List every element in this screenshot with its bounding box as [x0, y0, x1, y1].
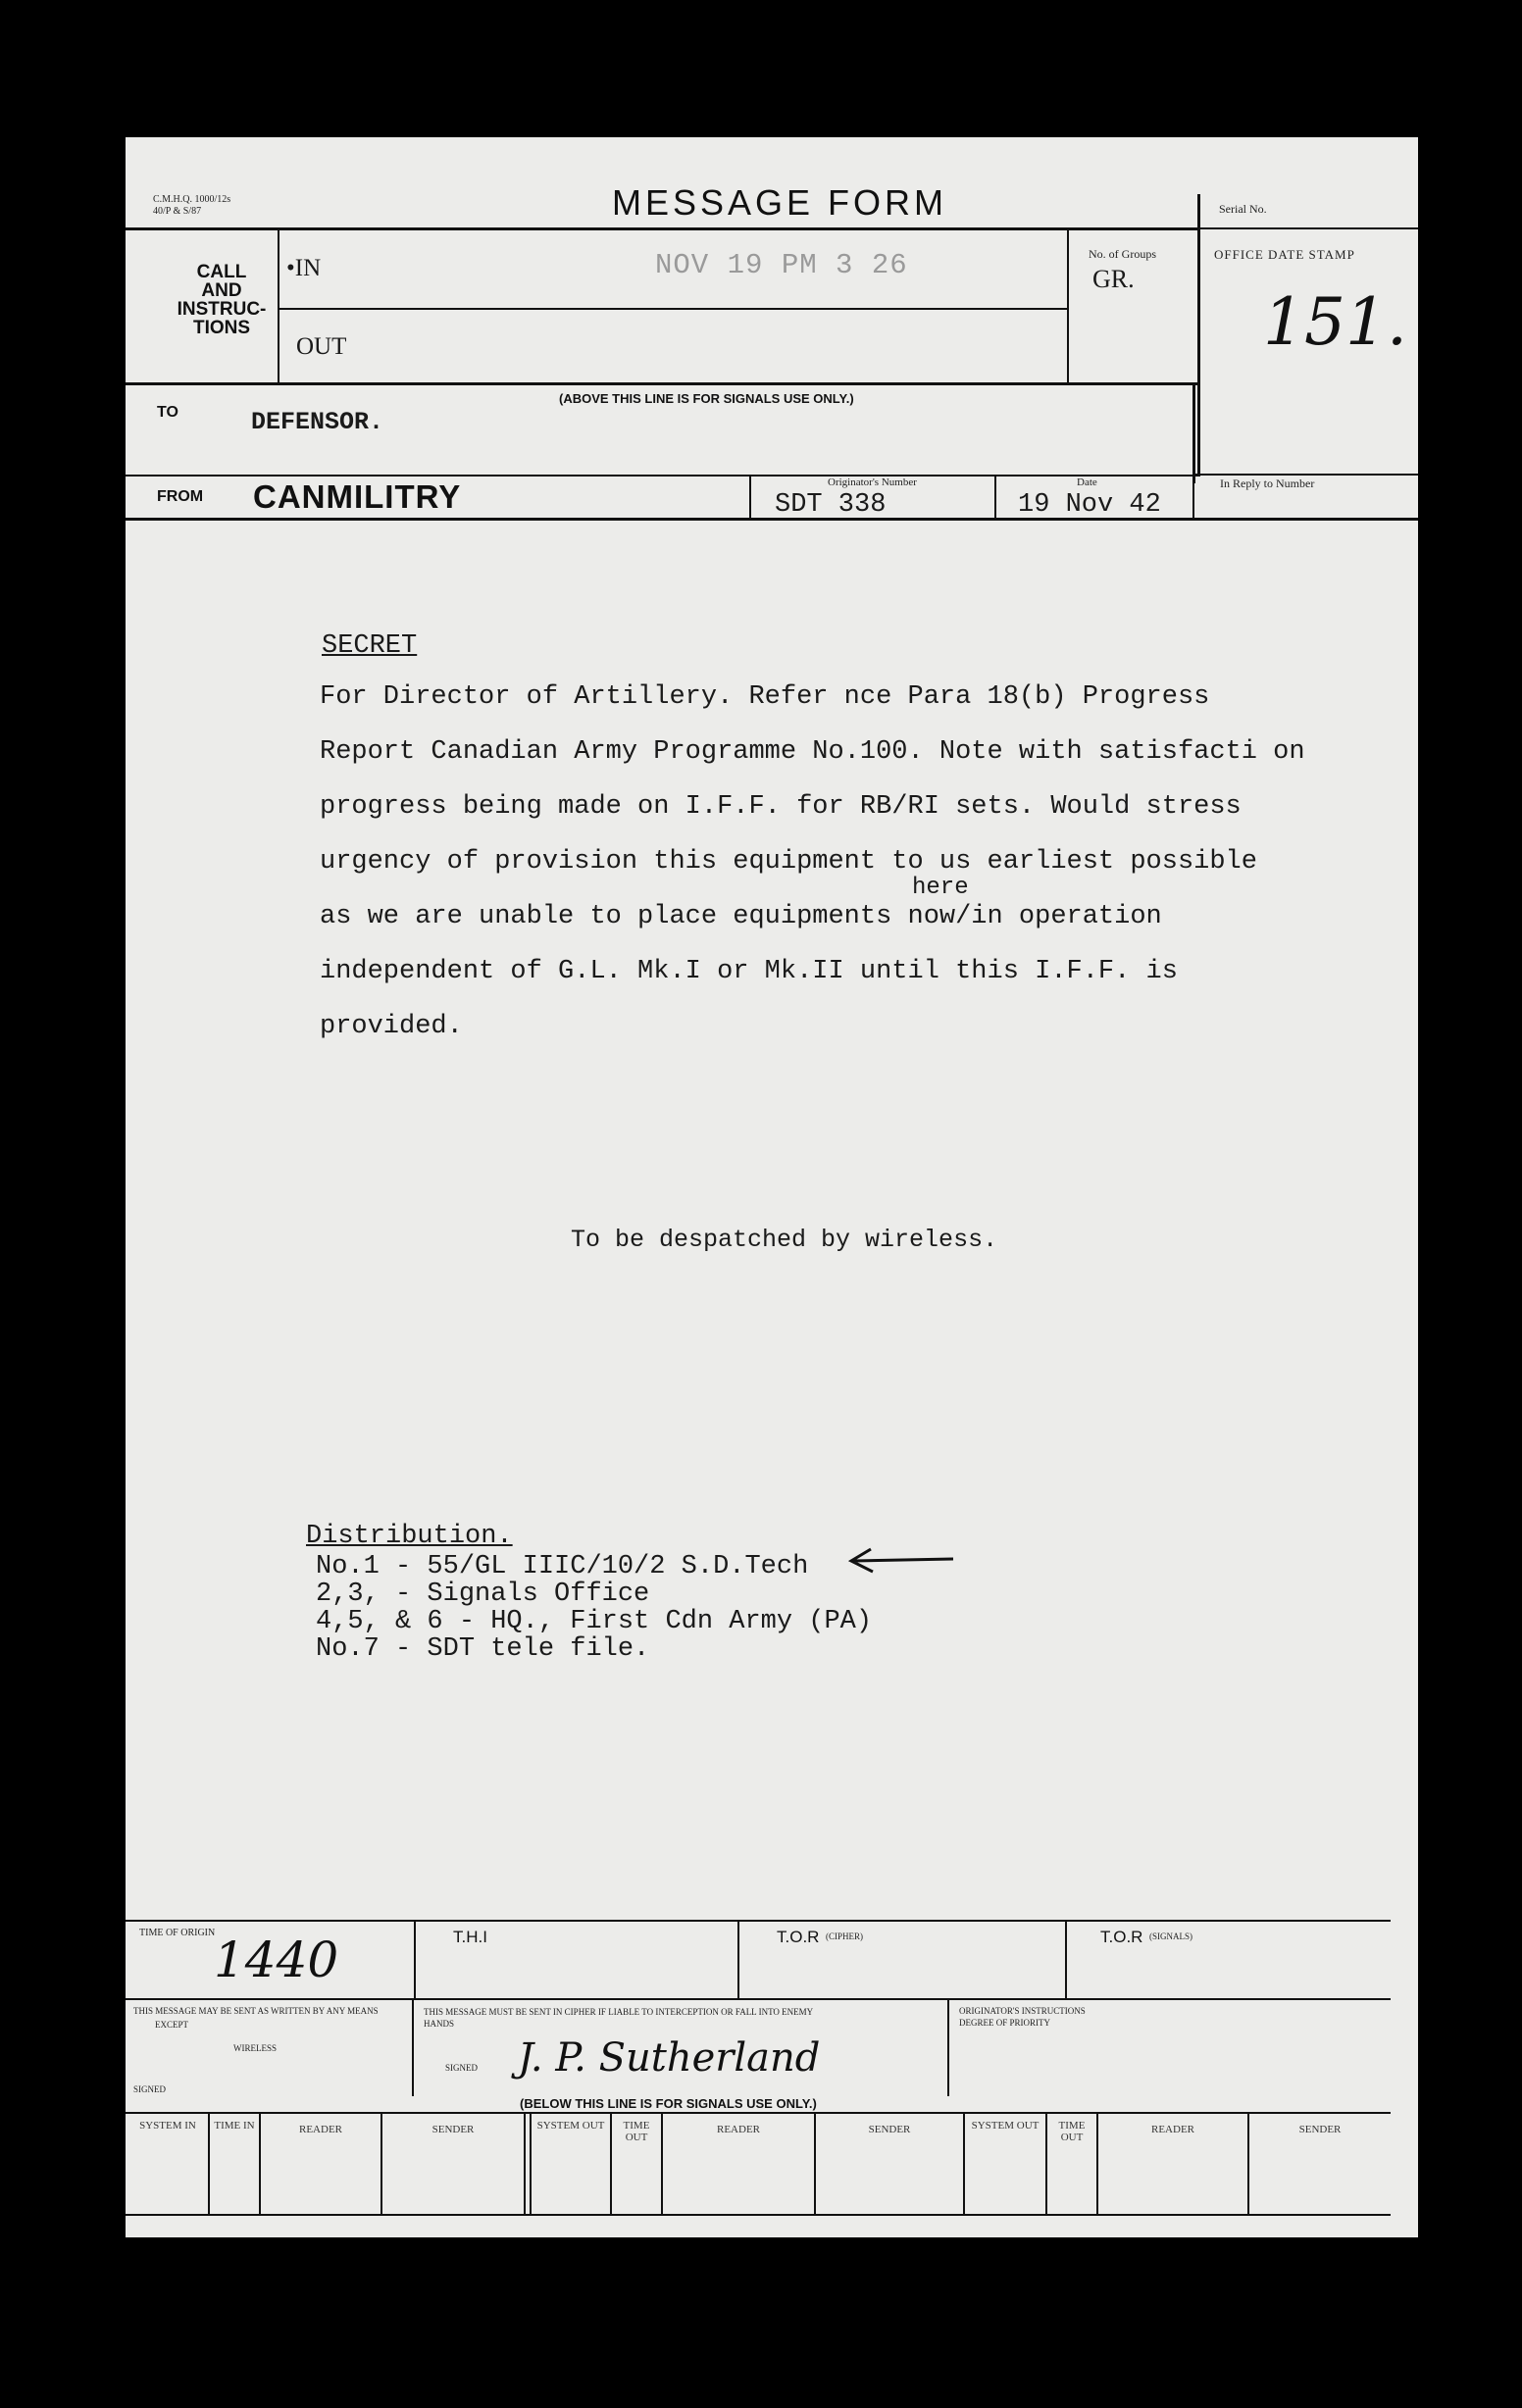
- thi-label: T.H.I: [453, 1928, 487, 1946]
- distribution-heading: Distribution.: [306, 1522, 513, 1551]
- tor-cipher-sub: (CIPHER): [826, 1931, 863, 1941]
- date-label: Date: [1077, 477, 1097, 488]
- col-system-out: SYSTEM OUT: [536, 2120, 605, 2132]
- form-code-line2: 40/P & S/87: [153, 206, 202, 217]
- to-value: DEFENSOR.: [251, 408, 384, 436]
- office-stamp-value: 151.: [1263, 284, 1407, 360]
- col-reader: READER: [717, 2124, 760, 2135]
- priority-label: DEGREE OF PRIORITY: [959, 2018, 1051, 2028]
- reply-label: In Reply to Number: [1220, 477, 1315, 490]
- time-origin-value: 1440: [214, 1931, 339, 1988]
- originator-value: SDT 338: [775, 490, 887, 520]
- from-label: FROM: [157, 488, 204, 505]
- groups-value: GR.: [1092, 265, 1135, 293]
- col-reader: READER: [299, 2124, 342, 2135]
- secret-heading: SECRET: [322, 631, 418, 661]
- col-time-out: TIME OUT: [1058, 2120, 1086, 2143]
- tor-signals-sub: (SIGNALS): [1149, 1931, 1192, 1941]
- originator-label: Originator's Number: [828, 477, 917, 488]
- message-line-3: progress being made on I.F.F. for RB/RI sets. Would stress: [320, 792, 1242, 822]
- col-sender: SENDER: [1298, 2124, 1342, 2135]
- call-label: CALL AND INSTRUC- TIONS: [177, 262, 267, 338]
- date-value: 19 Nov 42: [1018, 490, 1161, 520]
- originator-instructions: ORIGINATOR'S INSTRUCTIONS: [959, 2006, 1086, 2016]
- col-reader: READER: [1151, 2124, 1194, 2135]
- message-line-6: independent of G.L. Mk.I or Mk.II until this I.F.F. is: [320, 957, 1178, 986]
- col-system-out: SYSTEM OUT: [971, 2120, 1040, 2132]
- col-time-out: TIME OUT: [623, 2120, 650, 2143]
- distribution-line: 4,5, & 6 - HQ., First Cdn Army (PA): [316, 1607, 873, 1636]
- signals-use-note: (ABOVE THIS LINE IS FOR SIGNALS USE ONLY.): [559, 391, 854, 406]
- signed-label: SIGNED: [133, 2084, 166, 2094]
- serial-label: Serial No.: [1219, 202, 1267, 216]
- out-label: OUT: [296, 333, 347, 360]
- office-stamp-label: OFFICE DATE STAMP: [1214, 247, 1355, 262]
- tor-signals-label: T.O.R: [1100, 1928, 1143, 1946]
- form-title: MESSAGE FORM: [612, 182, 948, 223]
- dispatch-note: To be despatched by wireless.: [571, 1226, 998, 1254]
- col-sender: SENDER: [868, 2124, 911, 2135]
- tor-cipher-label: T.O.R: [777, 1928, 820, 1946]
- message-line-1: For Director of Artillery. Refer nce Para 18(b) Progress: [320, 682, 1210, 712]
- distribution-line: No.1 - 55/GL IIIC/10/2 S.D.Tech: [316, 1552, 809, 1581]
- distribution-line: 2,3, - Signals Office: [316, 1580, 650, 1609]
- from-value: CANMILITRY: [253, 478, 462, 515]
- message-line-7: provided.: [320, 1012, 463, 1041]
- distribution-line: No.7 - SDT tele file.: [316, 1634, 650, 1664]
- officer-signature: J. P. Sutherland: [518, 2035, 821, 2081]
- message-form-sheet: [126, 137, 1418, 2237]
- below-signals-note: (BELOW THIS LINE IS FOR SIGNALS USE ONLY.): [520, 2096, 817, 2111]
- arrow-left-icon: [847, 1545, 957, 1575]
- wireless-label: WIRELESS: [233, 2043, 277, 2053]
- message-line-2: Report Canadian Army Programme No.100. Note with satisfacti on: [320, 737, 1305, 767]
- message-insertion: here: [912, 875, 969, 901]
- except-label: EXCEPT: [155, 2020, 189, 2030]
- distribution-list: [316, 1553, 872, 1663]
- to-label: TO: [157, 404, 178, 421]
- in-label: •IN: [286, 255, 322, 281]
- signed2-label: SIGNED: [445, 2063, 478, 2073]
- message-line-4: urgency of provision this equipment to us earliest possible: [320, 847, 1257, 877]
- sent-note: THIS MESSAGE MAY BE SENT AS WRITTEN BY ANY MEANS: [133, 2006, 379, 2016]
- col-sender: SENDER: [431, 2124, 475, 2135]
- col-system-in: SYSTEM IN: [139, 2120, 196, 2132]
- received-stamp: NOV 19 PM 3 26: [655, 249, 908, 281]
- groups-label: No. of Groups: [1089, 247, 1156, 261]
- time-origin-label: TIME OF ORIGIN: [139, 1928, 216, 1938]
- col-time-in: TIME IN: [214, 2120, 255, 2132]
- message-line-5: as we are unable to place equipments now/in operation: [320, 902, 1162, 931]
- cipher-note: THIS MESSAGE MUST BE SENT IN CIPHER IF LIABLE TO INTERCEPTION OR FALL INTO ENEMY HANDS: [424, 2007, 813, 2029]
- form-code-line1: C.M.H.Q. 1000/12s: [153, 194, 231, 205]
